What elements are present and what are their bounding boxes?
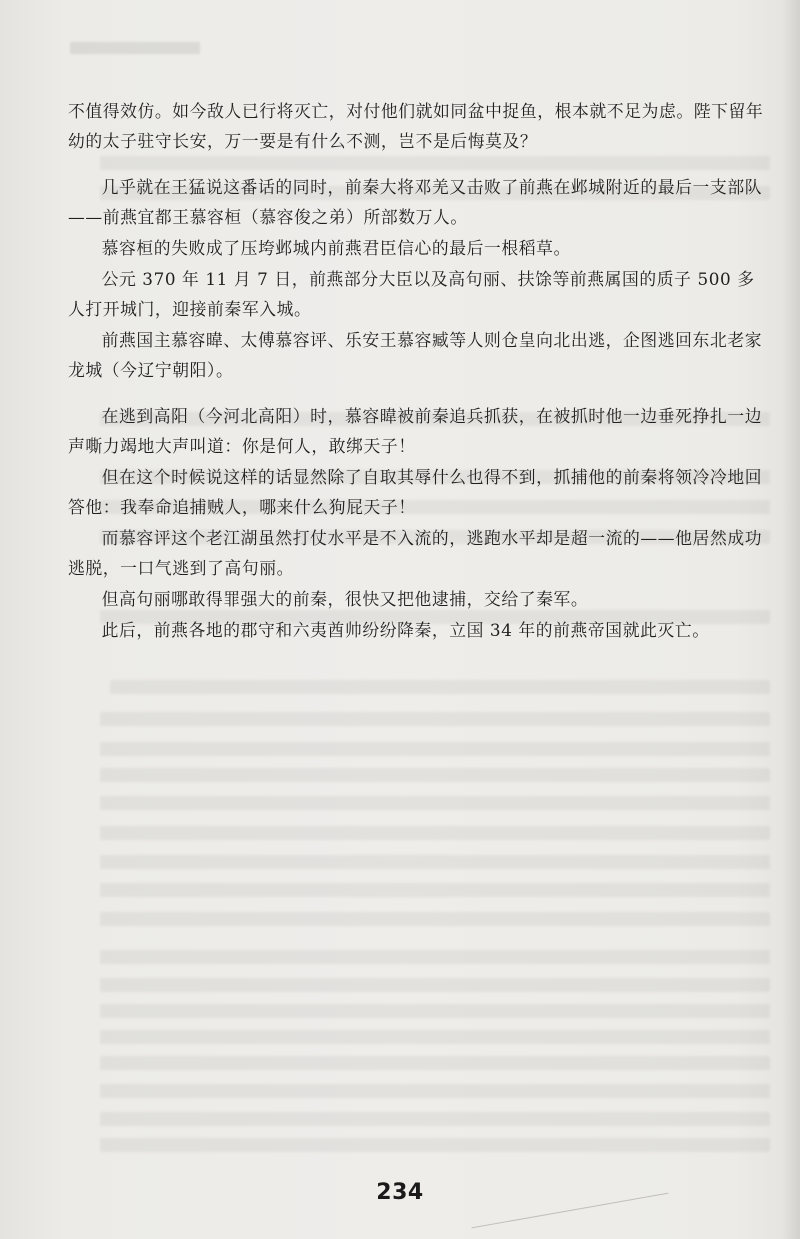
bleed-through-line	[100, 950, 770, 964]
page-edge-shadow	[782, 0, 800, 1239]
bleed-through-line	[100, 742, 770, 756]
header-bleed-through	[70, 42, 200, 54]
bleed-through-line	[100, 712, 770, 726]
bleed-through-line	[100, 768, 770, 782]
paragraph-5: 前燕国主慕容暐、太傅慕容评、乐安王慕容臧等人则仓皇向北出逃，企图逃回东北老家龙城（今辽宁朝阳）。	[68, 330, 763, 380]
body-text	[68, 96, 768, 645]
paragraph-2: 几乎就在王猛说这番话的同时，前秦大将邓羌又击败了前燕在邺城附近的最后一支部队——前燕宜都王慕容桓（慕容俊之弟）所部数万人。	[68, 177, 763, 227]
paragraph-10: 此后，前燕各地的郡守和六夷酋帅纷纷降秦，立国 34 年的前燕帝国就此灭亡。	[101, 620, 710, 640]
bleed-through-line	[100, 796, 770, 810]
bleed-through-line	[100, 855, 770, 869]
page-number: 234	[376, 1180, 424, 1205]
bleed-through-line	[100, 978, 770, 992]
paragraph-8: 而慕容评这个老江湖虽然打仗水平是不入流的，逃跑水平却是超一流的——他居然成功逃脱，一口气逃到了高句丽。	[68, 528, 763, 578]
bleed-through-line	[100, 912, 770, 926]
bleed-through-line	[100, 1004, 770, 1018]
bleed-through-line	[100, 1030, 770, 1044]
paragraph-1: 不值得效仿。如今敌人已行将灭亡，对付他们就如同盆中捉鱼，根本就不足为虑。陛下留年幼的太子驻守长安，万一要是有什么不测，岂不是后悔莫及？	[68, 101, 764, 151]
bleed-through-line	[100, 883, 770, 897]
paragraph-6: 在逃到高阳（今河北高阳）时，慕容暐被前秦追兵抓获，在被抓时他一边垂死挣扎一边声嘶力竭地大声叫道：你是何人，敢绑天子！	[68, 406, 763, 456]
bleed-through-line	[100, 1084, 770, 1098]
paragraph-9: 但高句丽哪敢得罪强大的前秦，很快又把他逮捕，交给了秦军。	[101, 589, 589, 609]
bleed-through-line	[100, 826, 770, 840]
bleed-through-line	[100, 1056, 770, 1070]
bleed-through-line	[100, 1138, 770, 1152]
paragraph-4: 公元 370 年 11 月 7 日，前燕部分大臣以及高句丽、扶馀等前燕属国的质子 500 多人打开城门，迎接前秦军入城。	[68, 269, 755, 319]
bleed-through-line	[100, 1112, 770, 1126]
paragraph-7: 但在这个时候说这样的话显然除了自取其辱什么也得不到，抓捕他的前秦将领冷冷地回答他：我奉命追捕贼人，哪来什么狗屁天子！	[68, 467, 763, 517]
paragraph-3: 慕容桓的失败成了压垮邺城内前燕君臣信心的最后一根稻草。	[101, 238, 571, 258]
bleed-through-line	[110, 680, 770, 694]
